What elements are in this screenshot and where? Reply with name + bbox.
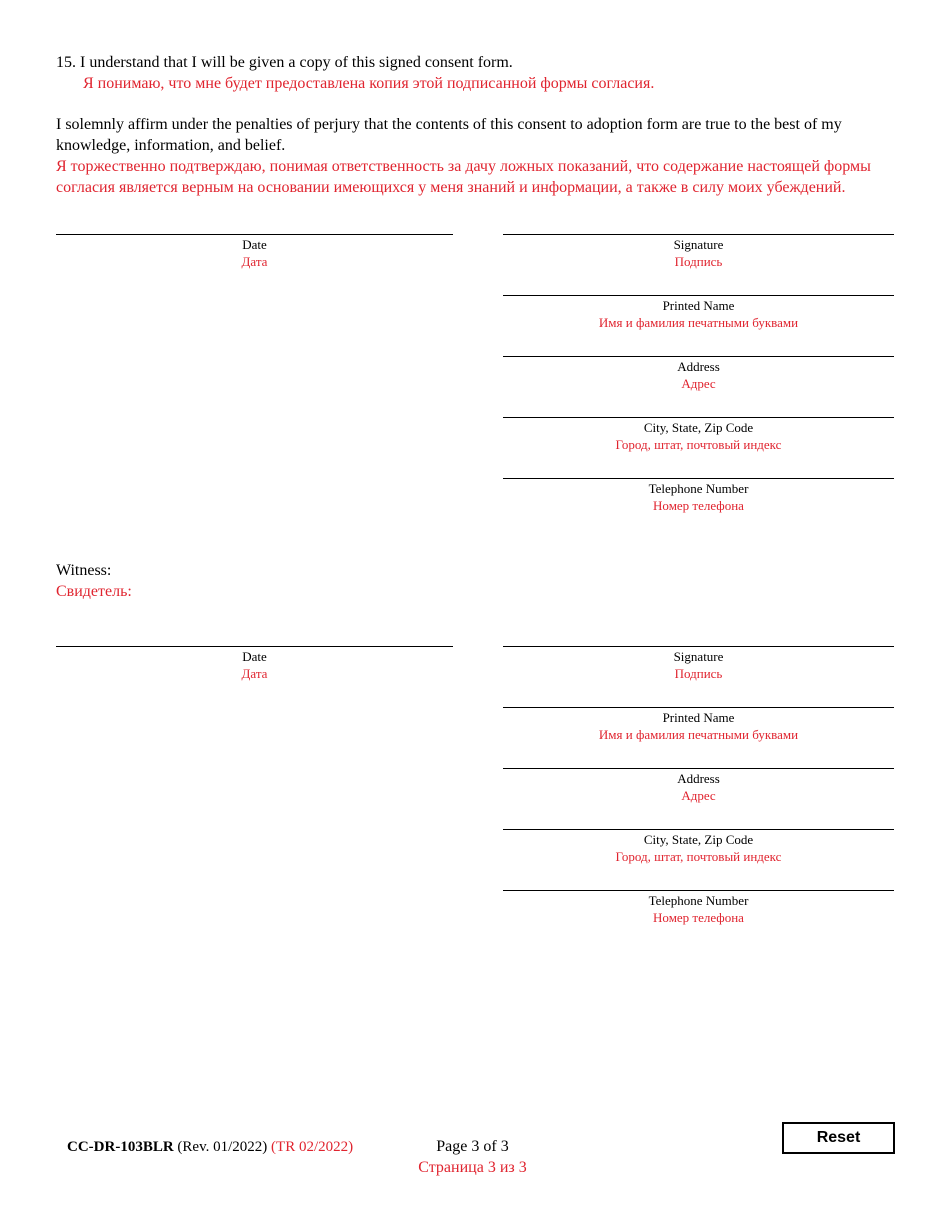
witness-signature-label-ru: Подпись bbox=[674, 666, 723, 681]
signer-date-field[interactable] bbox=[56, 234, 453, 270]
form-revision: (Rev. 01/2022) bbox=[177, 1139, 268, 1155]
signer-date-label: Date bbox=[242, 237, 267, 252]
signer-city-label-ru: Город, штат, почтовый индекс bbox=[615, 437, 782, 452]
witness-date-label: Date bbox=[242, 649, 267, 664]
page-number bbox=[400, 1136, 545, 1178]
signer-address-label: Address bbox=[677, 359, 720, 374]
witness-signature-label: Signature bbox=[673, 649, 724, 664]
witness-phone-label-ru: Номер телефона bbox=[653, 910, 744, 925]
witness-city-label: City, State, Zip Code bbox=[643, 832, 754, 847]
witness-address-label: Address bbox=[677, 771, 720, 786]
affirmation-en: I solemnly affirm under the penalties of perjury that the contents of this consent to adoption form are true to the best of my knowledge, information, and belief. bbox=[56, 116, 842, 154]
item-15-en: 15. I understand that I will be given a copy of this signed consent form. bbox=[56, 54, 513, 71]
form-translation-revision: (TR 02/2022) bbox=[271, 1139, 354, 1155]
witness-address-field[interactable] bbox=[503, 768, 894, 804]
signer-printed-name-field[interactable] bbox=[503, 295, 894, 331]
witness-date-field[interactable] bbox=[56, 646, 453, 682]
signer-phone-field[interactable] bbox=[503, 478, 894, 514]
signer-city-label: City, State, Zip Code bbox=[643, 420, 754, 435]
witness-printed-name-label-ru: Имя и фамилия печатными буквами bbox=[598, 727, 799, 742]
item-15 bbox=[56, 52, 654, 94]
witness-phone-field[interactable] bbox=[503, 890, 894, 926]
signer-printed-name-label-ru: Имя и фамилия печатными буквами bbox=[598, 315, 799, 330]
witness-city-field[interactable] bbox=[503, 829, 894, 865]
signer-printed-name-label: Printed Name bbox=[662, 298, 735, 313]
signer-address-label-ru: Адрес bbox=[681, 376, 716, 391]
form-code: CC-DR-103BLR bbox=[67, 1139, 174, 1155]
form-code-line bbox=[67, 1137, 353, 1157]
witness-city-label-ru: Город, штат, почтовый индекс bbox=[615, 849, 782, 864]
signer-city-field[interactable] bbox=[503, 417, 894, 453]
witness-address-label-ru: Адрес bbox=[681, 788, 716, 803]
witness-signature-field[interactable] bbox=[503, 646, 894, 682]
witness-heading bbox=[56, 560, 132, 602]
witness-heading-ru: Свидетель: bbox=[56, 583, 132, 600]
signer-phone-label: Telephone Number bbox=[648, 481, 749, 496]
reset-button[interactable]: Reset bbox=[782, 1122, 895, 1154]
affirmation-ru: Я торжественно подтверждаю, понимая ответственность за дачу ложных показаний, что содержание настоящей формы согласия является верным на основании имеющихся у меня знаний и информации, а также в силу моих убеждений. bbox=[56, 158, 871, 196]
witness-phone-label: Telephone Number bbox=[648, 893, 749, 908]
witness-heading-en: Witness: bbox=[56, 562, 112, 579]
signer-signature-label: Signature bbox=[673, 237, 724, 252]
affirmation bbox=[56, 114, 901, 198]
item-15-ru: Я понимаю, что мне будет предоставлена копия этой подписанной формы согласия. bbox=[83, 75, 655, 92]
witness-date-label-ru: Дата bbox=[241, 666, 268, 681]
page-number-en: Page 3 of 3 bbox=[436, 1138, 509, 1155]
witness-printed-name-field[interactable] bbox=[503, 707, 894, 743]
witness-printed-name-label: Printed Name bbox=[662, 710, 735, 725]
signer-date-label-ru: Дата bbox=[241, 254, 268, 269]
signer-signature-field[interactable] bbox=[503, 234, 894, 270]
signer-phone-label-ru: Номер телефона bbox=[653, 498, 744, 513]
page-number-ru: Страница 3 из 3 bbox=[418, 1159, 527, 1176]
signer-address-field[interactable] bbox=[503, 356, 894, 392]
signer-signature-label-ru: Подпись bbox=[674, 254, 723, 269]
